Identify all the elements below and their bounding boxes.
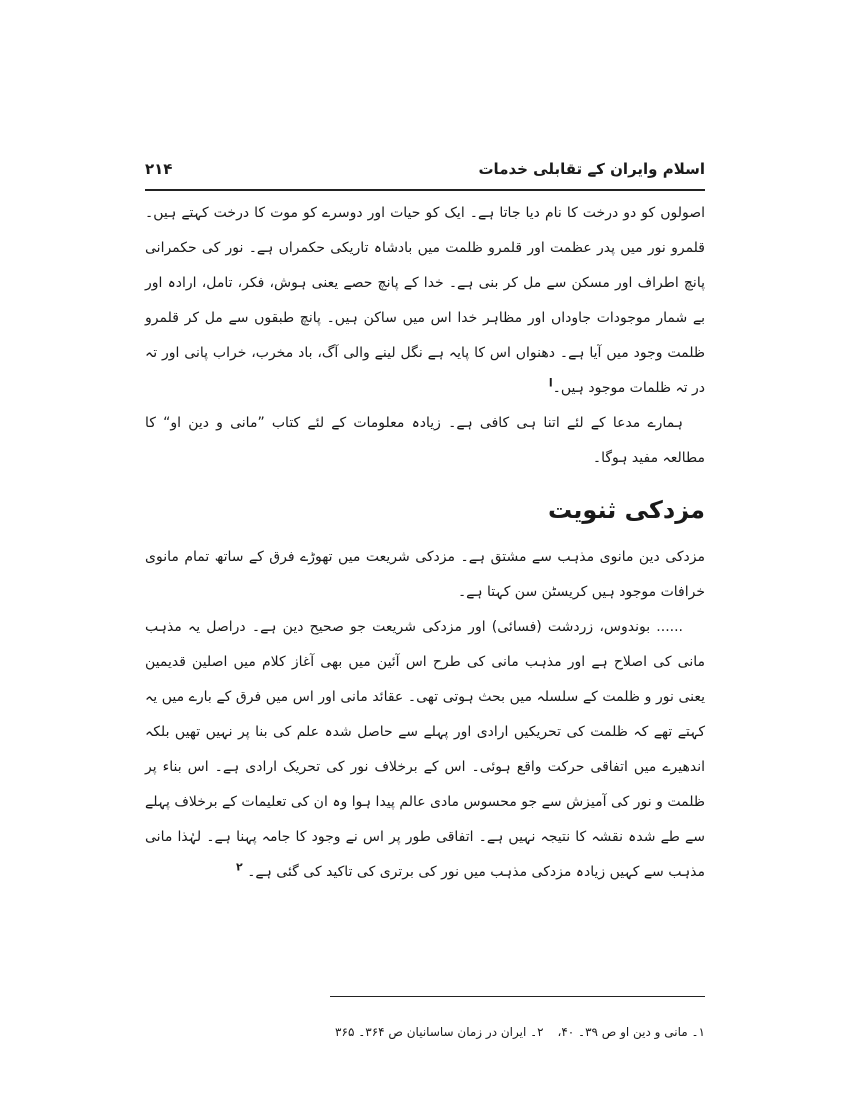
paragraph-3: مزدکی دین مانوی مذہب سے مشتق ہے۔ مزدکی شریعت میں تھوڑے فرق کے ساتھ تمام مانوی خرافات موجود ہیں کریسٹن سن کہتا ہے۔ xyxy=(145,549,705,600)
paragraph-1-text: اصولوں کو دو درخت کا نام دیا جاتا ہے۔ ایک کو حیات اور دوسرے کو موت کا درخت کہتے ہیں۔ قلمرو نور میں پدر عظمت اور قلمرو ظلمت میں بادشاہ تاریکی حکمراں ہے۔ نور کی حکمرانی پانچ اطراف اور مسکن سے مل کر بنی ہے۔ خدا کے پانچ حصے یعنی ہوش، فکر، تامل، ارادہ اور بے شمار موجودات جاوداں اور مظاہر خدا اس میں ساکن ہیں۔ پانچ طبقوں سے مل کر قلمرو ظلمت وجود میں آیا ہے۔ دھنواں اس کا پایہ ہے نگل لینے والی آگ، باد مخرب، خراب پانی اور تہ در تہ ظلمات موجود ہیں۔ xyxy=(145,205,705,396)
paragraph-4 xyxy=(145,610,705,890)
footnote-rule xyxy=(330,996,705,997)
footnote-2: ۲۔ ایران در زمان ساسانیان ص ۳۶۴۔ ۳۶۵ xyxy=(335,1025,544,1039)
body-text xyxy=(145,196,705,890)
footnote-1: ۱۔ مانی و دین او ص ۳۹۔ ۴۰، xyxy=(557,1025,705,1039)
paragraph-1 xyxy=(145,196,705,406)
page-header xyxy=(145,160,705,186)
paragraph-4-text: ...... بوندوس، زردشت (فسائی) اور مزدکی شریعت جو صحیح دین ہے۔ دراصل یہ مذہب مانی کی اصلاح ہے اور مذہب مانی کی طرح اس آئین میں بھی آغاز کلام میں اصلین قدیمین یعنی نور و ظلمت کے سلسلہ میں بحث ہوتی تھی۔ عقائد مانی اور اس میں فرق کے بارے میں یہ کہتے تھے کہ ظلمت کی تحریکیں ارادی اور پہلے سے حاصل شدہ علم کی بنا پر نہیں تھیں بلکہ اندھیرے میں اتفاقی حرکت واقع ہوئی۔ اس کے برخلاف نور کی تحریک ارادی ہے۔ اس بناء پر ظلمت و نور کی آمیزش سے جو محسوس مادی عالم پیدا ہوا وہ ان کی تعلیمات کے برخلاف پہلے سے طے شدہ نقشہ کا نتیجہ نہیں ہے۔ اتفاقی طور پر اس نے وجود کا جامہ پہنا ہے۔ لہٰذا مانی مذہب سے کہیں زیادہ مزدکی مذہب میں نور کی برتری کی تاکید کی گئی ہے۔ xyxy=(145,619,705,880)
running-title: اسلام وایران کے تقابلی خدمات xyxy=(478,160,705,178)
footnote-marker-1: ا xyxy=(548,376,553,390)
header-rule xyxy=(145,189,705,191)
footnotes xyxy=(145,1022,705,1042)
paragraph-2: ہمارے مدعا کے لئے اتنا ہی کافی ہے۔ زیادہ معلومات کے لئے کتاب ”مانی و دین او“ کا مطالعہ مفید ہوگا۔ xyxy=(145,415,705,466)
page-number: ۲۱۴ xyxy=(145,160,173,178)
footnote-marker-2: ۲ xyxy=(236,860,243,874)
section-heading: مزدکی ثنویت xyxy=(548,496,705,524)
